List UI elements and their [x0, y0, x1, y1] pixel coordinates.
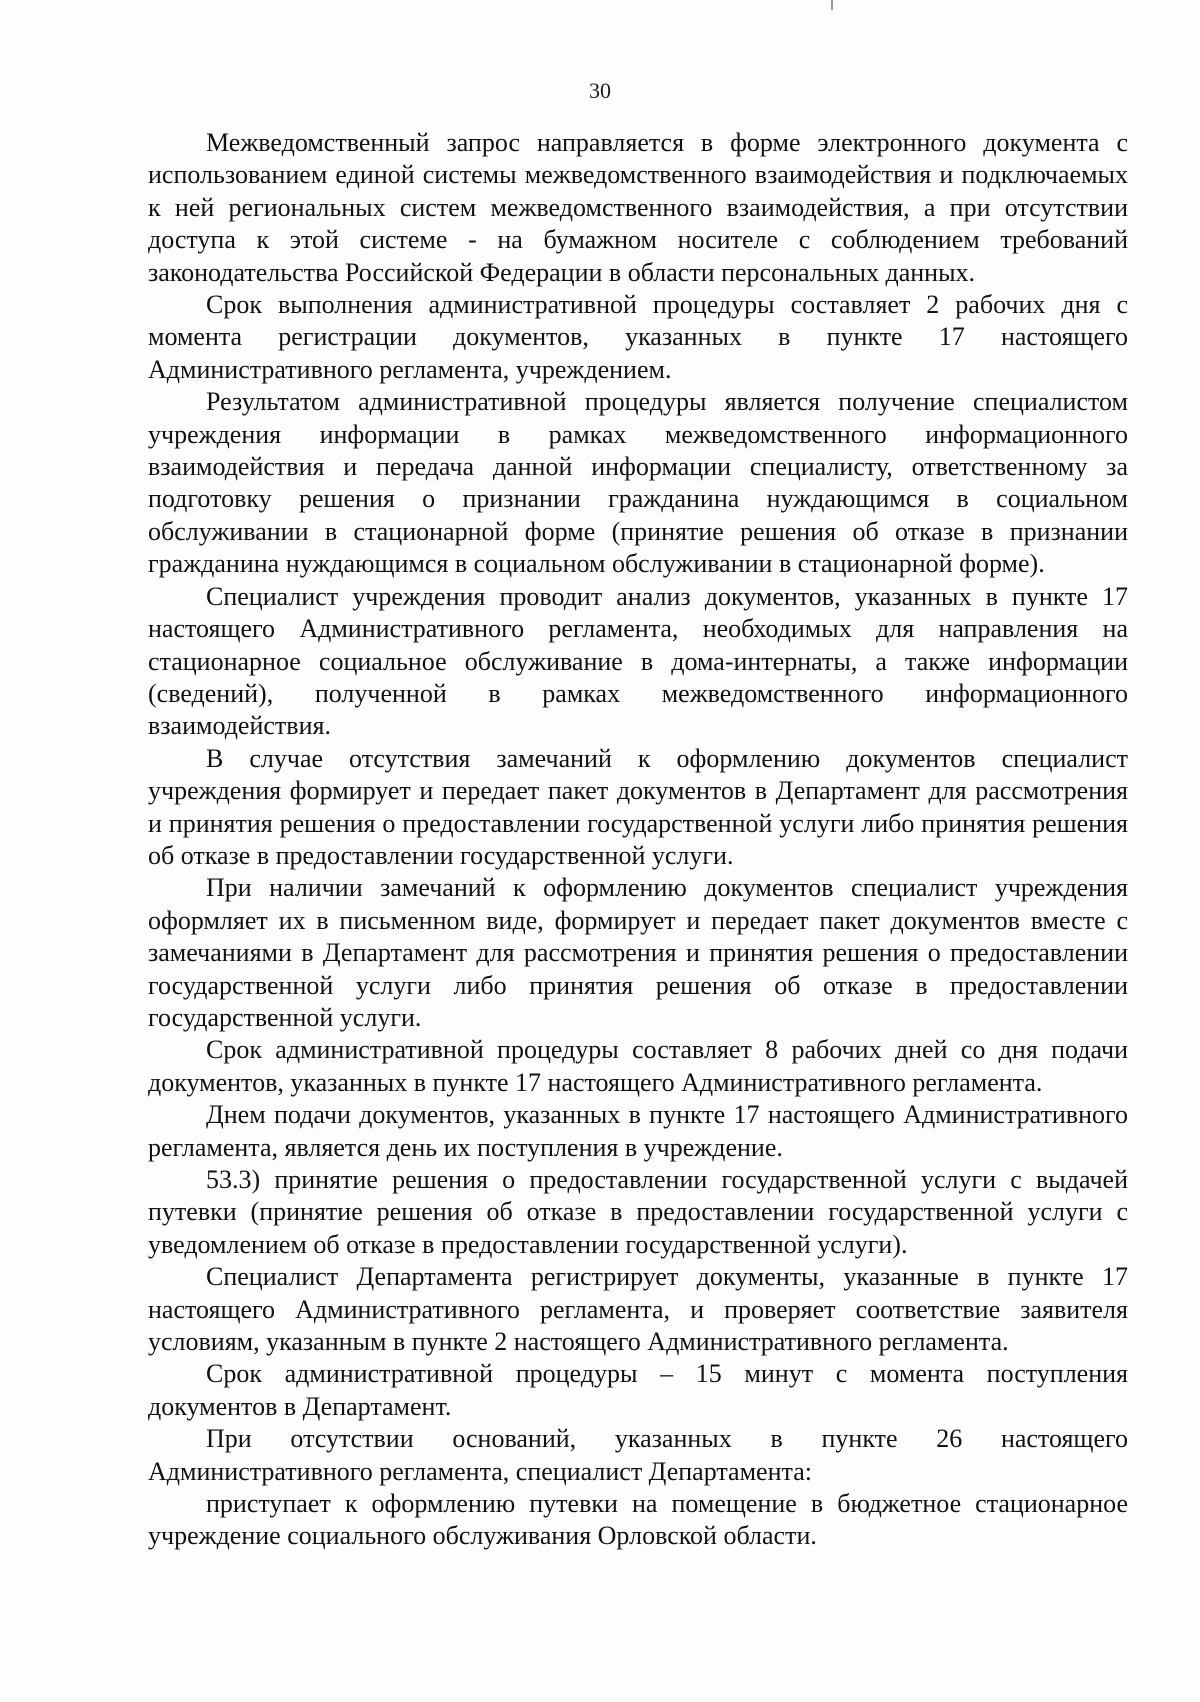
- paragraph-interagency-request: Межведомственный запрос направляется в форме электронного документа с использованием единой системы межведомственного взаимодействия и подключаемых к ней региональных систем межведомственного взаимодействия, а при отсутствии доступа к этой системе - на бумажном носителе с соблюдением требований законодательства Российской Федерации в области персональных данных.: [148, 128, 1128, 287]
- scan-edge-mark: [831, 0, 833, 10]
- paragraph-fifteen-minutes: Срок административной процедуры – 15 минут с момента поступления документов в Департамент.: [148, 1359, 1128, 1421]
- paragraph-department-registration: Специалист Департамента регистрирует документы, указанные в пункте 17 настоящего Административного регламента, и проверяет соответствие заявителя условиям, указанным в пункте 2 настоящего Административного регламента.: [148, 1262, 1128, 1357]
- paragraph-with-remarks: При наличии замечаний к оформлению документов специалист учреждения оформляет их в письменном виде, формирует и передает пакет документов вместе с замечаниями в Департамент для рассмотрения и принятия решения о предоставлении государственной услуги либо принятия решения об отказе в предоставлении государственной услуги.: [148, 873, 1128, 1032]
- paragraph-eight-days: Срок административной процедуры составляет 8 рабочих дней со дня подачи документов, указанных в пункте 17 настоящего Административного регламента.: [148, 1035, 1128, 1097]
- paragraph-document-analysis: Специалист учреждения проводит анализ документов, указанных в пункте 17 настоящего Административного регламента, необходимых для направления на стационарное социальное обслуживание в дома-интернаты, а также информации (сведений), полученной в рамках межведомственного информационного взаимодействия.: [148, 581, 1128, 741]
- paragraph-no-remarks: В случае отсутствия замечаний к оформлению документов специалист учреждения формирует и передает пакет документов в Департамент для рассмотрения и принятия решения о предоставлении государственной услуги либо принятия решения об отказе в предоставлении государственной услуги.: [148, 743, 1128, 870]
- paragraph-procedure-result: Результатом административной процедуры является получение специалистом учреждения информации в рамках межведомственного информационного взаимодействия и передача данной информации специалисту, ответственному за подготовку решения о признании гражданина нуждающимся в социальном обслуживании в стационарной форме (принятие решения об отказе в признании гражданина нуждающимся в социальном обслуживании в стационарной форме).: [148, 387, 1128, 579]
- paragraph-no-grounds: При отсутствии оснований, указанных в пункте 26 настоящего Административного регламента, специалист Департамента:: [148, 1424, 1128, 1486]
- paragraph-voucher: приступает к оформлению путевки на помещение в бюджетное стационарное учреждение социального обслуживания Орловской области.: [148, 1489, 1128, 1551]
- paragraph-submission-day: Днем подачи документов, указанных в пункте 17 настоящего Административного регламента, является день их поступления в учреждение.: [148, 1100, 1128, 1162]
- page-number: 30: [589, 78, 611, 103]
- paragraph-item-53-3: 53.3) принятие решения о предоставлении государственной услуги с выдачей путевки (принятие решения об отказе в предоставлении государственной услуги с уведомлением об отказе в предоставлении государственной услуги).: [148, 1165, 1128, 1259]
- document-body: [148, 127, 1128, 1553]
- paragraph-procedure-deadline: Срок выполнения административной процедуры составляет 2 рабочих дня с момента регистрации документов, указанных в пункте 17 настоящего Административного регламента, учреждением.: [148, 290, 1128, 384]
